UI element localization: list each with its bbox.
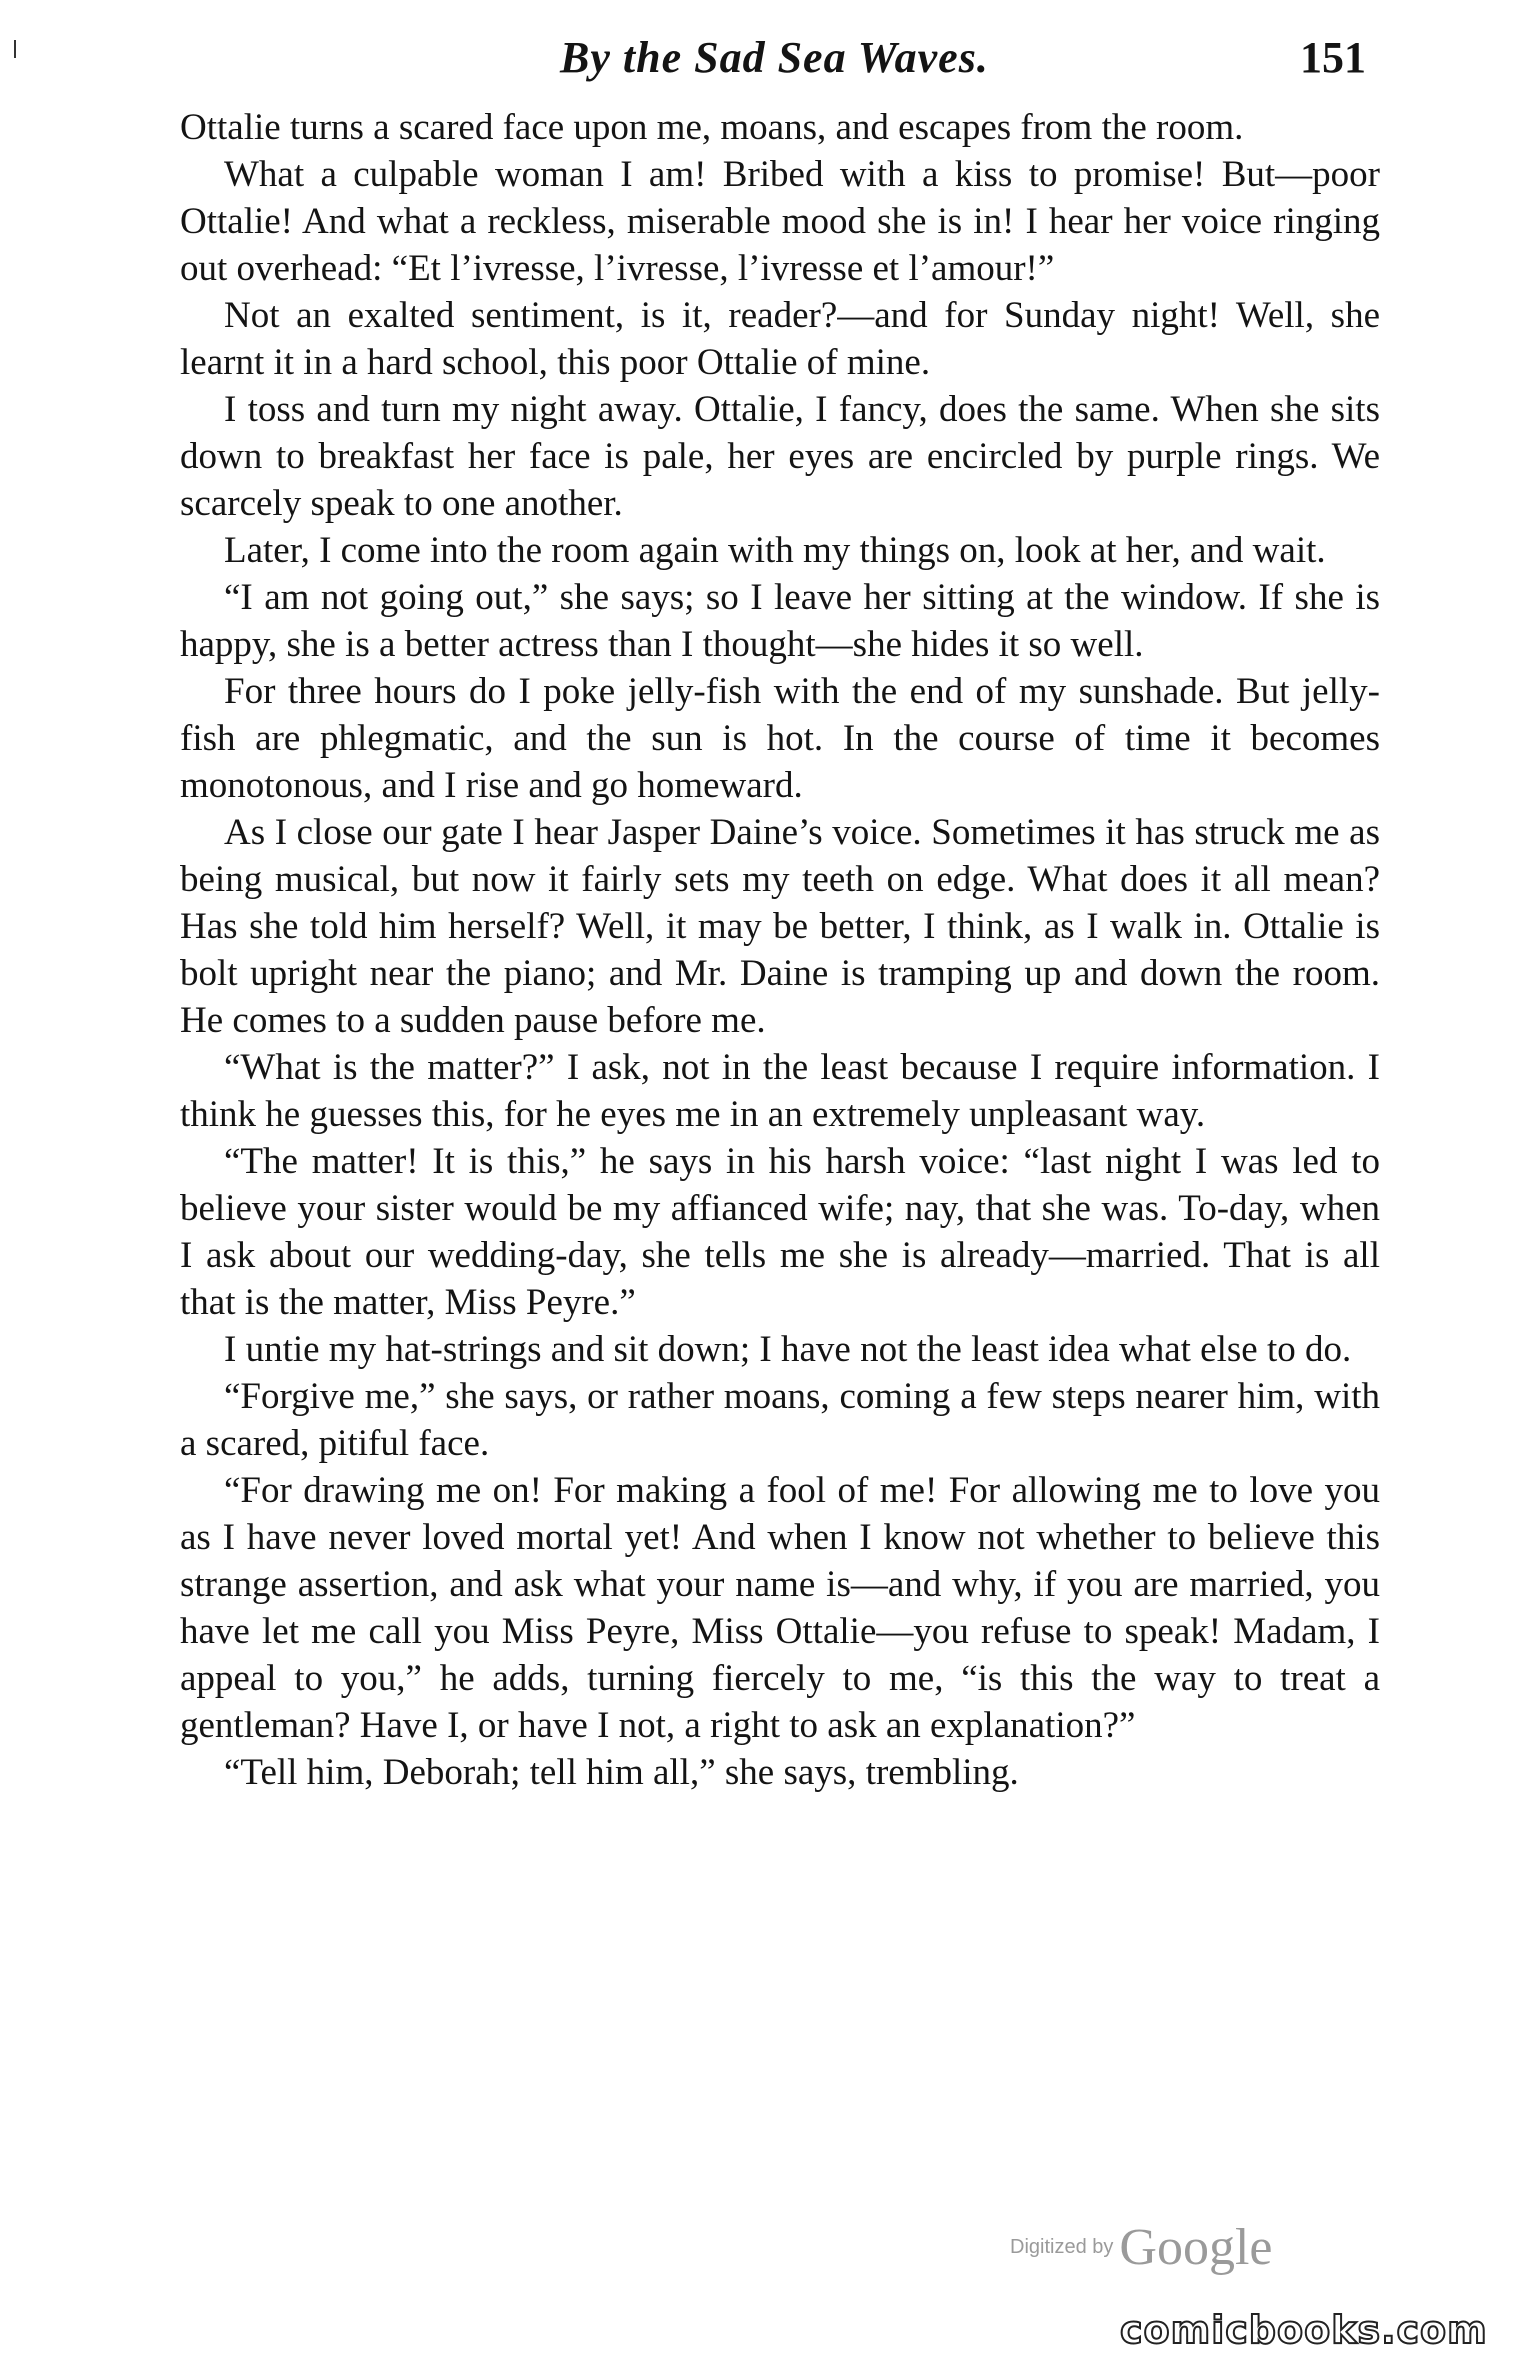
- running-title: By the Sad Sea Waves.: [560, 33, 989, 82]
- paragraph: “The matter! It is this,” he says in his harsh voice: “last night I was led to believe your sister would be my affianced wife; nay, that she was. To-day, when I ask about our wedding-day, she tells me she is already—married. That is all that is the matter, Miss Peyre.”: [180, 1141, 1380, 1323]
- paragraph: I untie my hat-strings and sit down; I have not the least idea what else to do.: [224, 1329, 1352, 1370]
- paragraph: “What is the matter?” I ask, not in the least because I require information. I think he guesses this, for he eyes me in an extremely unpleasant way.: [180, 1047, 1380, 1135]
- page-number: 151: [1300, 33, 1366, 82]
- running-header: [0, 32, 1520, 92]
- paragraph: Ottalie turns a scared face upon me, moans, and escapes from the room.: [180, 107, 1244, 148]
- body-text: [180, 104, 1380, 1796]
- paragraph: What a culpable woman I am! Bribed with a kiss to promise! But—poor Ottalie! And what a reckless, miserable mood she is in! I hear her voice ringing out overhead: “Et l’ivresse, l’ivresse, l’ivresse et l’amour!”: [180, 154, 1380, 289]
- digitized-label: Digitized by: [1010, 2236, 1114, 2258]
- margin-mark: [14, 40, 16, 58]
- site-watermark: comicbooks.com: [1120, 2308, 1488, 2352]
- paragraph: “I am not going out,” she says; so I leave her sitting at the window. If she is happy, she is a better actress than I thought—she hides it so well.: [180, 577, 1380, 665]
- paragraph: I toss and turn my night away. Ottalie, I fancy, does the same. When she sits down to breakfast her face is pale, her eyes are encircled by purple rings. We scarcely speak to one another.: [180, 389, 1380, 524]
- paragraph: “Tell him, Deborah; tell him all,” she says, trembling.: [224, 1752, 1019, 1793]
- paragraph: As I close our gate I hear Jasper Daine’s voice. Sometimes it has struck me as being musical, but now it fairly sets my teeth on edge. What does it all mean? Has she told him herself? Well, it may be better, I think, as I walk in. Ottalie is bolt upright near the piano; and Mr. Daine is tramping up and down the room. He comes to a sudden pause before me.: [180, 812, 1380, 1041]
- google-logo: Google: [1119, 2219, 1273, 2276]
- digitized-by-google-mark: [1010, 2218, 1272, 2277]
- paragraph: Later, I come into the room again with my things on, look at her, and wait.: [224, 530, 1326, 571]
- paragraph: “Forgive me,” she says, or rather moans, coming a few steps nearer him, with a scared, pitiful face.: [180, 1376, 1380, 1464]
- paragraph: For three hours do I poke jelly-fish with the end of my sunshade. But jelly-fish are phlegmatic, and the sun is hot. In the course of time it becomes monotonous, and I rise and go homeward.: [180, 671, 1380, 806]
- paragraph: “For drawing me on! For making a fool of me! For allowing me to love you as I have never loved mortal yet! And when I know not whether to believe this strange assertion, and ask what your name is—and why, if you are married, you have let me call you Miss Peyre, Miss Ottalie—you refuse to speak! Madam, I appeal to you,” he adds, turning fiercely to me, “is this the way to treat a gentleman? Have I, or have I not, a right to ask an explanation?”: [180, 1470, 1380, 1746]
- paragraph: Not an exalted sentiment, is it, reader?—and for Sunday night! Well, she learnt it in a hard school, this poor Ottalie of mine.: [180, 295, 1380, 383]
